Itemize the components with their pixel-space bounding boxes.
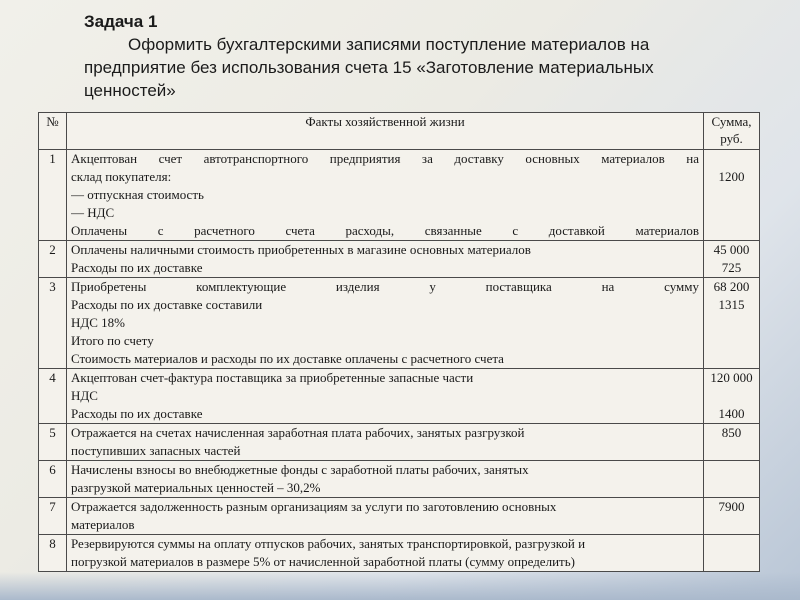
fact-line: материалов: [71, 517, 135, 532]
sum-value: [708, 387, 755, 405]
row-facts: [67, 369, 704, 424]
row-facts: [67, 278, 704, 369]
task-text-line-3: ценностей»: [84, 81, 176, 100]
facts-table: [38, 112, 760, 572]
row-facts: [67, 498, 704, 535]
background-band: [0, 572, 800, 600]
row-facts: [67, 424, 704, 461]
table-row: [39, 241, 760, 278]
row-number: 8: [39, 535, 67, 572]
row-facts: [67, 535, 704, 572]
sum-value: 1400: [718, 406, 745, 421]
fact-line: Приобретены комплектующие изделия у поставщика на сумму: [71, 279, 699, 294]
fact-line: — отпускная стоимость: [71, 187, 204, 202]
table-row: [39, 369, 760, 424]
fact-line: погрузкой материалов в размере 5% от начисленной заработной платы (сумму определить): [71, 554, 575, 569]
row-facts: [67, 241, 704, 278]
fact-line: Стоимость материалов и расходы по их доставке оплачены с расчетного счета: [71, 351, 504, 366]
row-sum: [704, 278, 760, 369]
fact-line: НДС 18%: [71, 315, 126, 330]
fact-line: разгрузкой материальных ценностей – 30,2%: [71, 480, 321, 495]
sum-value: 7900: [718, 499, 745, 514]
row-number: 4: [39, 369, 67, 424]
sum-value: 45 000: [713, 242, 750, 257]
table-header-row: [39, 113, 760, 150]
task-text-line-1: Оформить бухгалтерскими записями поступление материалов на: [128, 35, 650, 54]
header-sum: [704, 113, 760, 150]
row-number: 1: [39, 150, 67, 241]
header-facts: Факты хозяйственной жизни: [67, 113, 704, 150]
row-number: 3: [39, 278, 67, 369]
table-row: [39, 461, 760, 498]
task-title: Задача 1: [84, 12, 158, 31]
fact-line: склад покупателя:: [71, 169, 172, 184]
table-row: [39, 278, 760, 369]
sum-spacer: [708, 150, 755, 168]
row-sum: [704, 461, 760, 498]
table-row: [39, 150, 760, 241]
table-row: [39, 498, 760, 535]
row-sum: [704, 424, 760, 461]
fact-line: Начислены взносы во внебюджетные фонды с заработной платы рабочих, занятых: [71, 462, 529, 477]
sum-value: 1200: [718, 169, 745, 184]
fact-line: Акцептован счет-фактура поставщика за приобретенные запасные части: [71, 370, 474, 385]
fact-line: Резервируются суммы на оплату отпусков рабочих, занятых транспортировкой, разгрузкой и: [71, 536, 586, 551]
task-text-line-2: предприятие без использования счета 15 «Заготовление материальных: [84, 58, 654, 77]
fact-line: Отражается задолженность разным организациям за услуги по заготовлению основных: [71, 499, 557, 514]
row-sum: [704, 150, 760, 241]
sum-value: 725: [721, 260, 742, 275]
fact-line: Расходы по их доставке: [71, 260, 203, 275]
row-sum: [704, 535, 760, 572]
row-facts: [67, 461, 704, 498]
row-number: 7: [39, 498, 67, 535]
fact-line: Итого по счету: [71, 333, 154, 348]
header-number: №: [39, 113, 67, 150]
fact-line: — НДС: [71, 205, 115, 220]
fact-line: НДС: [71, 388, 98, 403]
fact-line: Расходы по их доставке составили: [71, 297, 263, 312]
task-heading: [84, 10, 724, 102]
table-row: [39, 535, 760, 572]
header-sum-line-2: руб.: [720, 131, 743, 146]
sum-value: 850: [721, 425, 742, 440]
table-row: [39, 424, 760, 461]
header-sum-line-1: Сумма,: [711, 114, 752, 129]
row-number: 5: [39, 424, 67, 461]
sum-value: 120 000: [710, 370, 753, 385]
fact-line: поступивших запасных частей: [71, 443, 241, 458]
row-facts: [67, 150, 704, 241]
fact-line: Оплачены наличными стоимость приобретенных в магазине основных материалов: [71, 242, 531, 257]
row-sum: [704, 369, 760, 424]
fact-line: Отражается на счетах начисленная заработная плата рабочих, занятых разгрузкой: [71, 425, 525, 440]
fact-line: Расходы по их доставке: [71, 406, 203, 421]
row-number: 2: [39, 241, 67, 278]
row-sum: [704, 241, 760, 278]
sum-value: 1315: [718, 297, 745, 312]
row-number: 6: [39, 461, 67, 498]
row-sum: [704, 498, 760, 535]
fact-line: Акцептован счет автотранспортного предприятия за доставку основных материалов на: [71, 151, 699, 166]
fact-line: Оплачены с расчетного счета расходы, связанные с доставкой материалов: [71, 223, 699, 238]
sum-value: 68 200: [713, 279, 750, 294]
